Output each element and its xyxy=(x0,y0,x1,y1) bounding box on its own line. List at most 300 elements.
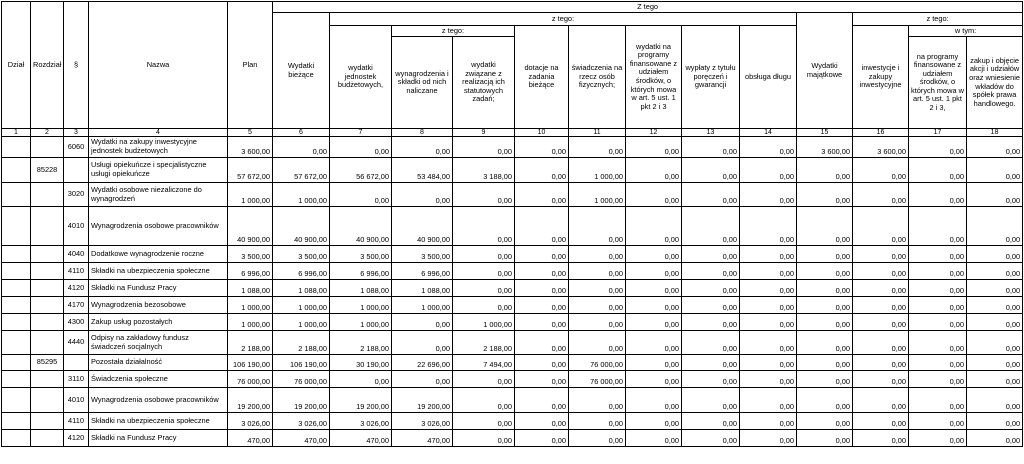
cell-value: 0,00 xyxy=(740,137,797,158)
table-row xyxy=(2,314,1023,331)
cell-value: 0,00 xyxy=(797,430,853,447)
budget-table xyxy=(1,1,1023,447)
cell-value: 0,00 xyxy=(797,297,853,314)
cell-value: 0,00 xyxy=(853,388,909,413)
cell-value: 1 000,00 xyxy=(330,314,392,331)
cell-value: 0,00 xyxy=(569,297,626,314)
cell-value: 0,00 xyxy=(626,371,682,388)
column-number: 2 xyxy=(31,129,64,137)
cell-dzial xyxy=(2,430,31,447)
cell-value: 0,00 xyxy=(453,183,515,207)
cell-value: 0,00 xyxy=(453,388,515,413)
column-number: 13 xyxy=(682,129,740,137)
table-row xyxy=(2,263,1023,280)
cell-value: 0,00 xyxy=(626,280,682,297)
column-number: 4 xyxy=(89,129,228,137)
cell-value: 19 200,00 xyxy=(228,388,273,413)
cell-dzial xyxy=(2,297,31,314)
cell-value: 0,00 xyxy=(797,207,853,246)
cell-value: 0,00 xyxy=(853,183,909,207)
cell-value: 0,00 xyxy=(740,413,797,430)
cell-value: 0,00 xyxy=(909,297,967,314)
cell-value: 0,00 xyxy=(853,263,909,280)
cell-value: 0,00 xyxy=(569,331,626,355)
cell-value: 0,00 xyxy=(453,246,515,263)
cell-rozdzial xyxy=(31,246,64,263)
header-zakup-akcji: zakup i objęcie akcji i udziałów oraz wniesienie wkładów do spółek prawa handlowego. xyxy=(967,37,1023,129)
cell-value: 1 088,00 xyxy=(330,280,392,297)
cell-value: 0,00 xyxy=(853,355,909,371)
cell-value: 0,00 xyxy=(740,246,797,263)
column-number: 10 xyxy=(515,129,569,137)
table-row xyxy=(2,183,1023,207)
cell-value: 0,00 xyxy=(797,355,853,371)
cell-value: 0,00 xyxy=(515,297,569,314)
cell-value: 3 500,00 xyxy=(330,246,392,263)
cell-value: 1 000,00 xyxy=(273,183,330,207)
cell-value: 0,00 xyxy=(682,388,740,413)
column-number: 7 xyxy=(330,129,392,137)
header-plan: Plan xyxy=(228,2,273,129)
cell-value: 0,00 xyxy=(515,137,569,158)
cell-value: 76 000,00 xyxy=(273,371,330,388)
cell-value: 1 000,00 xyxy=(228,314,273,331)
cell-dzial xyxy=(2,388,31,413)
cell-value: 0,00 xyxy=(273,137,330,158)
cell-value: 0,00 xyxy=(682,371,740,388)
cell-value: 0,00 xyxy=(515,413,569,430)
cell-dzial xyxy=(2,263,31,280)
cell-value: 0,00 xyxy=(909,388,967,413)
cell-nazwa: Składki na Fundusz Pracy xyxy=(89,430,228,447)
cell-value: 0,00 xyxy=(909,158,967,183)
cell-value: 0,00 xyxy=(453,263,515,280)
cell-rozdzial xyxy=(31,263,64,280)
cell-rozdzial xyxy=(31,183,64,207)
cell-value: 6 996,00 xyxy=(330,263,392,280)
cell-value: 0,00 xyxy=(392,183,453,207)
cell-value: 106 190,00 xyxy=(273,355,330,371)
cell-value: 0,00 xyxy=(740,371,797,388)
cell-nazwa: Usługi opiekuńcze i specjalistyczne usługi opiekuńcze xyxy=(89,158,228,183)
cell-value: 53 484,00 xyxy=(392,158,453,183)
cell-value: 0,00 xyxy=(967,263,1023,280)
cell-value: 56 672,00 xyxy=(330,158,392,183)
header-wyplaty-poreczen: wypłaty z tytułu poręczeń i gwarancji xyxy=(682,26,740,129)
cell-value: 0,00 xyxy=(569,137,626,158)
header-wydatki-jednostek: wydatki jednostek budżetowych, xyxy=(330,26,392,129)
cell-value: 0,00 xyxy=(515,430,569,447)
cell-value: 0,00 xyxy=(515,314,569,331)
cell-nazwa: Dodatkowe wynagrodzenie roczne xyxy=(89,246,228,263)
table-row xyxy=(2,137,1023,158)
cell-dzial xyxy=(2,183,31,207)
cell-value: 76 000,00 xyxy=(228,371,273,388)
cell-value: 1 000,00 xyxy=(569,183,626,207)
column-number: 5 xyxy=(228,129,273,137)
cell-value: 0,00 xyxy=(797,246,853,263)
cell-value: 0,00 xyxy=(515,280,569,297)
column-number: 14 xyxy=(740,129,797,137)
cell-value: 0,00 xyxy=(909,314,967,331)
cell-value: 1 000,00 xyxy=(273,297,330,314)
cell-value: 76 000,00 xyxy=(569,355,626,371)
cell-value: 0,00 xyxy=(453,371,515,388)
cell-value: 0,00 xyxy=(797,280,853,297)
cell-value: 0,00 xyxy=(797,371,853,388)
cell-value: 22 696,00 xyxy=(392,355,453,371)
cell-value: 0,00 xyxy=(515,355,569,371)
cell-value: 0,00 xyxy=(682,314,740,331)
cell-value: 0,00 xyxy=(853,371,909,388)
cell-paragraf: 4170 xyxy=(64,297,89,314)
cell-value: 3 600,00 xyxy=(853,137,909,158)
cell-nazwa: Składki na ubezpieczenia społeczne xyxy=(89,263,228,280)
cell-value: 0,00 xyxy=(909,430,967,447)
column-number: 16 xyxy=(853,129,909,137)
cell-value: 0,00 xyxy=(909,207,967,246)
column-number: 15 xyxy=(797,129,853,137)
cell-value: 0,00 xyxy=(909,246,967,263)
cell-value: 3 026,00 xyxy=(392,413,453,430)
cell-value: 3 600,00 xyxy=(797,137,853,158)
column-number: 18 xyxy=(967,129,1023,137)
cell-value: 2 188,00 xyxy=(273,331,330,355)
cell-value: 0,00 xyxy=(740,280,797,297)
table-row xyxy=(2,246,1023,263)
cell-dzial xyxy=(2,207,31,246)
cell-value: 57 672,00 xyxy=(273,158,330,183)
cell-paragraf: 4120 xyxy=(64,430,89,447)
cell-value: 0,00 xyxy=(909,413,967,430)
header-wydatki-majatkowe: Wydatki majątkowe xyxy=(797,13,853,129)
cell-value: 470,00 xyxy=(273,430,330,447)
header-wydatki-biezace: Wydatki bieżące xyxy=(273,13,330,129)
table-row xyxy=(2,331,1023,355)
cell-dzial xyxy=(2,137,31,158)
cell-value: 0,00 xyxy=(682,207,740,246)
cell-value: 0,00 xyxy=(330,183,392,207)
cell-value: 0,00 xyxy=(967,137,1023,158)
column-number: 17 xyxy=(909,129,967,137)
cell-value: 0,00 xyxy=(740,331,797,355)
cell-value: 0,00 xyxy=(967,280,1023,297)
cell-value: 0,00 xyxy=(909,355,967,371)
cell-dzial xyxy=(2,246,31,263)
cell-value: 0,00 xyxy=(740,355,797,371)
cell-value: 0,00 xyxy=(453,297,515,314)
cell-nazwa: Wynagrodzenia osobowe pracowników xyxy=(89,388,228,413)
cell-value: 0,00 xyxy=(515,183,569,207)
table-row xyxy=(2,413,1023,430)
cell-nazwa: Wydatki na zakupy inwestycyjne jednostek budżetowych xyxy=(89,137,228,158)
cell-value: 0,00 xyxy=(515,158,569,183)
cell-value: 0,00 xyxy=(453,413,515,430)
cell-value: 0,00 xyxy=(853,314,909,331)
header-swiadczenia: świadczenia na rzecz osób fizycznych; xyxy=(569,26,626,129)
cell-value: 0,00 xyxy=(569,263,626,280)
cell-nazwa: Odpisy na zakładowy fundusz świadczeń socjalnych xyxy=(89,331,228,355)
cell-paragraf: 4300 xyxy=(64,314,89,331)
column-number: 8 xyxy=(392,129,453,137)
header-inwestycje: inwestycje i zakupy inwestycyjne xyxy=(853,26,909,129)
cell-value: 3 500,00 xyxy=(392,246,453,263)
cell-value: 0,00 xyxy=(967,183,1023,207)
cell-value: 0,00 xyxy=(740,183,797,207)
header-wynagrodzenia: wynagrodzenia i składki od nich naliczane xyxy=(392,37,453,129)
header-wydatki-statutowe: wydatki związane z realizacją ich statutowych zadań; xyxy=(453,37,515,129)
cell-value: 40 900,00 xyxy=(228,207,273,246)
cell-value: 0,00 xyxy=(740,158,797,183)
cell-value: 0,00 xyxy=(967,207,1023,246)
cell-paragraf: 4010 xyxy=(64,388,89,413)
cell-paragraf: 4440 xyxy=(64,331,89,355)
cell-value: 0,00 xyxy=(853,413,909,430)
cell-nazwa: Składki na ubezpieczenia społeczne xyxy=(89,413,228,430)
cell-value: 0,00 xyxy=(797,158,853,183)
table-row xyxy=(2,388,1023,413)
header-obsluga-dlugu: obsługa długu xyxy=(740,26,797,129)
cell-paragraf: 4010 xyxy=(64,207,89,246)
cell-value: 0,00 xyxy=(967,355,1023,371)
cell-value: 3 500,00 xyxy=(273,246,330,263)
cell-rozdzial xyxy=(31,430,64,447)
cell-value: 6 996,00 xyxy=(228,263,273,280)
cell-value: 0,00 xyxy=(515,371,569,388)
header-wydatki-programy: wydatki na programy finansowane z udziałem środków, o których mowa w art. 5 ust. 1 pkt 2 i 3 xyxy=(626,26,682,129)
table-header xyxy=(2,2,1023,137)
cell-value: 76 000,00 xyxy=(569,371,626,388)
cell-value: 19 200,00 xyxy=(273,388,330,413)
cell-nazwa: Wynagrodzenia osobowe pracowników xyxy=(89,207,228,246)
cell-value: 0,00 xyxy=(797,183,853,207)
cell-value: 3 026,00 xyxy=(273,413,330,430)
header-paragraf: § xyxy=(64,2,89,129)
column-number: 1 xyxy=(2,129,31,137)
cell-value: 1 088,00 xyxy=(273,280,330,297)
cell-nazwa: Składki na Fundusz Pracy xyxy=(89,280,228,297)
cell-rozdzial xyxy=(31,371,64,388)
cell-rozdzial xyxy=(31,207,64,246)
cell-value: 0,00 xyxy=(515,331,569,355)
header-na-programy: na programy finansowane z udziałem środków, o których mowa w art. 5 ust. 1 pkt 2 i 3, xyxy=(909,37,967,129)
cell-value: 1 000,00 xyxy=(228,183,273,207)
cell-value: 0,00 xyxy=(909,280,967,297)
cell-nazwa: Wynagrodzenia bezosobowe xyxy=(89,297,228,314)
table-row xyxy=(2,371,1023,388)
cell-dzial xyxy=(2,158,31,183)
cell-value: 0,00 xyxy=(967,413,1023,430)
cell-value: 2 188,00 xyxy=(453,331,515,355)
cell-value: 1 088,00 xyxy=(228,280,273,297)
cell-value: 0,00 xyxy=(626,331,682,355)
cell-value: 0,00 xyxy=(569,413,626,430)
cell-value: 0,00 xyxy=(967,297,1023,314)
cell-paragraf xyxy=(64,355,89,371)
cell-value: 0,00 xyxy=(453,280,515,297)
table-body xyxy=(2,137,1023,447)
cell-value: 0,00 xyxy=(682,158,740,183)
cell-dzial xyxy=(2,413,31,430)
cell-value: 0,00 xyxy=(909,183,967,207)
cell-value: 19 200,00 xyxy=(392,388,453,413)
cell-value: 0,00 xyxy=(909,371,967,388)
cell-nazwa: Świadczenia społeczne xyxy=(89,371,228,388)
cell-value: 0,00 xyxy=(330,137,392,158)
cell-value: 0,00 xyxy=(392,137,453,158)
cell-value: 0,00 xyxy=(967,314,1023,331)
cell-value: 1 000,00 xyxy=(330,297,392,314)
cell-value: 40 900,00 xyxy=(273,207,330,246)
column-number: 9 xyxy=(453,129,515,137)
cell-value: 0,00 xyxy=(626,158,682,183)
cell-value: 470,00 xyxy=(392,430,453,447)
cell-paragraf xyxy=(64,158,89,183)
cell-value: 19 200,00 xyxy=(330,388,392,413)
cell-value: 0,00 xyxy=(626,246,682,263)
cell-value: 7 494,00 xyxy=(453,355,515,371)
cell-value: 0,00 xyxy=(967,246,1023,263)
column-number: 12 xyxy=(626,129,682,137)
cell-value: 0,00 xyxy=(453,207,515,246)
cell-value: 0,00 xyxy=(797,388,853,413)
header-z-tego-majatkowe: z tego: xyxy=(853,13,1023,26)
cell-nazwa: Zakup usług pozostałych xyxy=(89,314,228,331)
cell-value: 0,00 xyxy=(569,314,626,331)
cell-dzial xyxy=(2,371,31,388)
cell-value: 470,00 xyxy=(228,430,273,447)
cell-rozdzial: 85295 xyxy=(31,355,64,371)
cell-value: 0,00 xyxy=(626,183,682,207)
cell-value: 0,00 xyxy=(967,371,1023,388)
cell-rozdzial: 85228 xyxy=(31,158,64,183)
header-nazwa: Nazwa xyxy=(89,2,228,129)
cell-dzial xyxy=(2,355,31,371)
cell-value: 0,00 xyxy=(392,331,453,355)
cell-paragraf: 4040 xyxy=(64,246,89,263)
cell-value: 1 000,00 xyxy=(392,297,453,314)
cell-value: 2 188,00 xyxy=(228,331,273,355)
cell-value: 30 190,00 xyxy=(330,355,392,371)
cell-value: 0,00 xyxy=(453,137,515,158)
cell-value: 0,00 xyxy=(626,207,682,246)
cell-value: 1 000,00 xyxy=(453,314,515,331)
cell-value: 0,00 xyxy=(392,314,453,331)
cell-value: 0,00 xyxy=(626,263,682,280)
cell-nazwa: Wydatki osobowe niezaliczone do wynagrodzeń xyxy=(89,183,228,207)
cell-rozdzial xyxy=(31,280,64,297)
cell-value: 0,00 xyxy=(569,430,626,447)
table-row xyxy=(2,158,1023,183)
cell-value: 0,00 xyxy=(569,388,626,413)
header-dzial: Dział xyxy=(2,2,31,129)
table-row xyxy=(2,207,1023,246)
cell-value: 0,00 xyxy=(797,413,853,430)
cell-value: 0,00 xyxy=(740,207,797,246)
cell-value: 0,00 xyxy=(682,355,740,371)
table-row xyxy=(2,355,1023,371)
table-row xyxy=(2,280,1023,297)
cell-value: 3 500,00 xyxy=(228,246,273,263)
cell-value: 0,00 xyxy=(569,207,626,246)
column-number-row xyxy=(2,129,1023,137)
cell-value: 0,00 xyxy=(740,263,797,280)
cell-value: 0,00 xyxy=(909,331,967,355)
cell-value: 57 672,00 xyxy=(228,158,273,183)
cell-value: 0,00 xyxy=(626,413,682,430)
cell-dzial xyxy=(2,280,31,297)
cell-rozdzial xyxy=(31,314,64,331)
cell-value: 0,00 xyxy=(515,388,569,413)
header-dotacje: dotacje na zadania bieżące xyxy=(515,26,569,129)
cell-dzial xyxy=(2,331,31,355)
cell-value: 0,00 xyxy=(392,371,453,388)
cell-value: 0,00 xyxy=(853,246,909,263)
cell-value: 0,00 xyxy=(626,314,682,331)
column-number: 11 xyxy=(569,129,626,137)
cell-value: 0,00 xyxy=(740,297,797,314)
cell-nazwa: Pozostała działalność xyxy=(89,355,228,371)
cell-paragraf: 3020 xyxy=(64,183,89,207)
cell-value: 0,00 xyxy=(569,280,626,297)
cell-value: 0,00 xyxy=(853,430,909,447)
cell-value: 0,00 xyxy=(967,430,1023,447)
cell-value: 0,00 xyxy=(853,207,909,246)
cell-value: 0,00 xyxy=(682,263,740,280)
cell-value: 0,00 xyxy=(740,388,797,413)
cell-value: 0,00 xyxy=(797,331,853,355)
cell-value: 3 600,00 xyxy=(228,137,273,158)
cell-value: 0,00 xyxy=(626,137,682,158)
cell-value: 0,00 xyxy=(909,137,967,158)
cell-value: 0,00 xyxy=(682,280,740,297)
cell-value: 2 188,00 xyxy=(330,331,392,355)
cell-value: 40 900,00 xyxy=(330,207,392,246)
cell-value: 0,00 xyxy=(515,207,569,246)
cell-paragraf: 3110 xyxy=(64,371,89,388)
cell-value: 106 190,00 xyxy=(228,355,273,371)
table-row xyxy=(2,430,1023,447)
cell-value: 0,00 xyxy=(682,430,740,447)
cell-value: 0,00 xyxy=(967,388,1023,413)
cell-value: 0,00 xyxy=(453,430,515,447)
cell-paragraf: 4110 xyxy=(64,263,89,280)
cell-value: 0,00 xyxy=(330,371,392,388)
cell-value: 470,00 xyxy=(330,430,392,447)
cell-rozdzial xyxy=(31,137,64,158)
cell-value: 0,00 xyxy=(853,280,909,297)
cell-value: 0,00 xyxy=(626,297,682,314)
cell-value: 0,00 xyxy=(740,314,797,331)
cell-paragraf: 6060 xyxy=(64,137,89,158)
header-w-tym: w tym: xyxy=(909,26,1023,37)
cell-value: 3 188,00 xyxy=(453,158,515,183)
cell-value: 0,00 xyxy=(682,183,740,207)
cell-value: 0,00 xyxy=(682,297,740,314)
cell-rozdzial xyxy=(31,297,64,314)
cell-value: 3 026,00 xyxy=(228,413,273,430)
column-number: 6 xyxy=(273,129,330,137)
cell-value: 0,00 xyxy=(626,388,682,413)
cell-value: 1 000,00 xyxy=(569,158,626,183)
cell-rozdzial xyxy=(31,331,64,355)
cell-value: 6 996,00 xyxy=(392,263,453,280)
cell-value: 0,00 xyxy=(626,430,682,447)
cell-value: 3 026,00 xyxy=(330,413,392,430)
cell-value: 0,00 xyxy=(797,314,853,331)
header-z-tego-biezace: z tego: xyxy=(330,13,797,26)
cell-value: 0,00 xyxy=(569,246,626,263)
